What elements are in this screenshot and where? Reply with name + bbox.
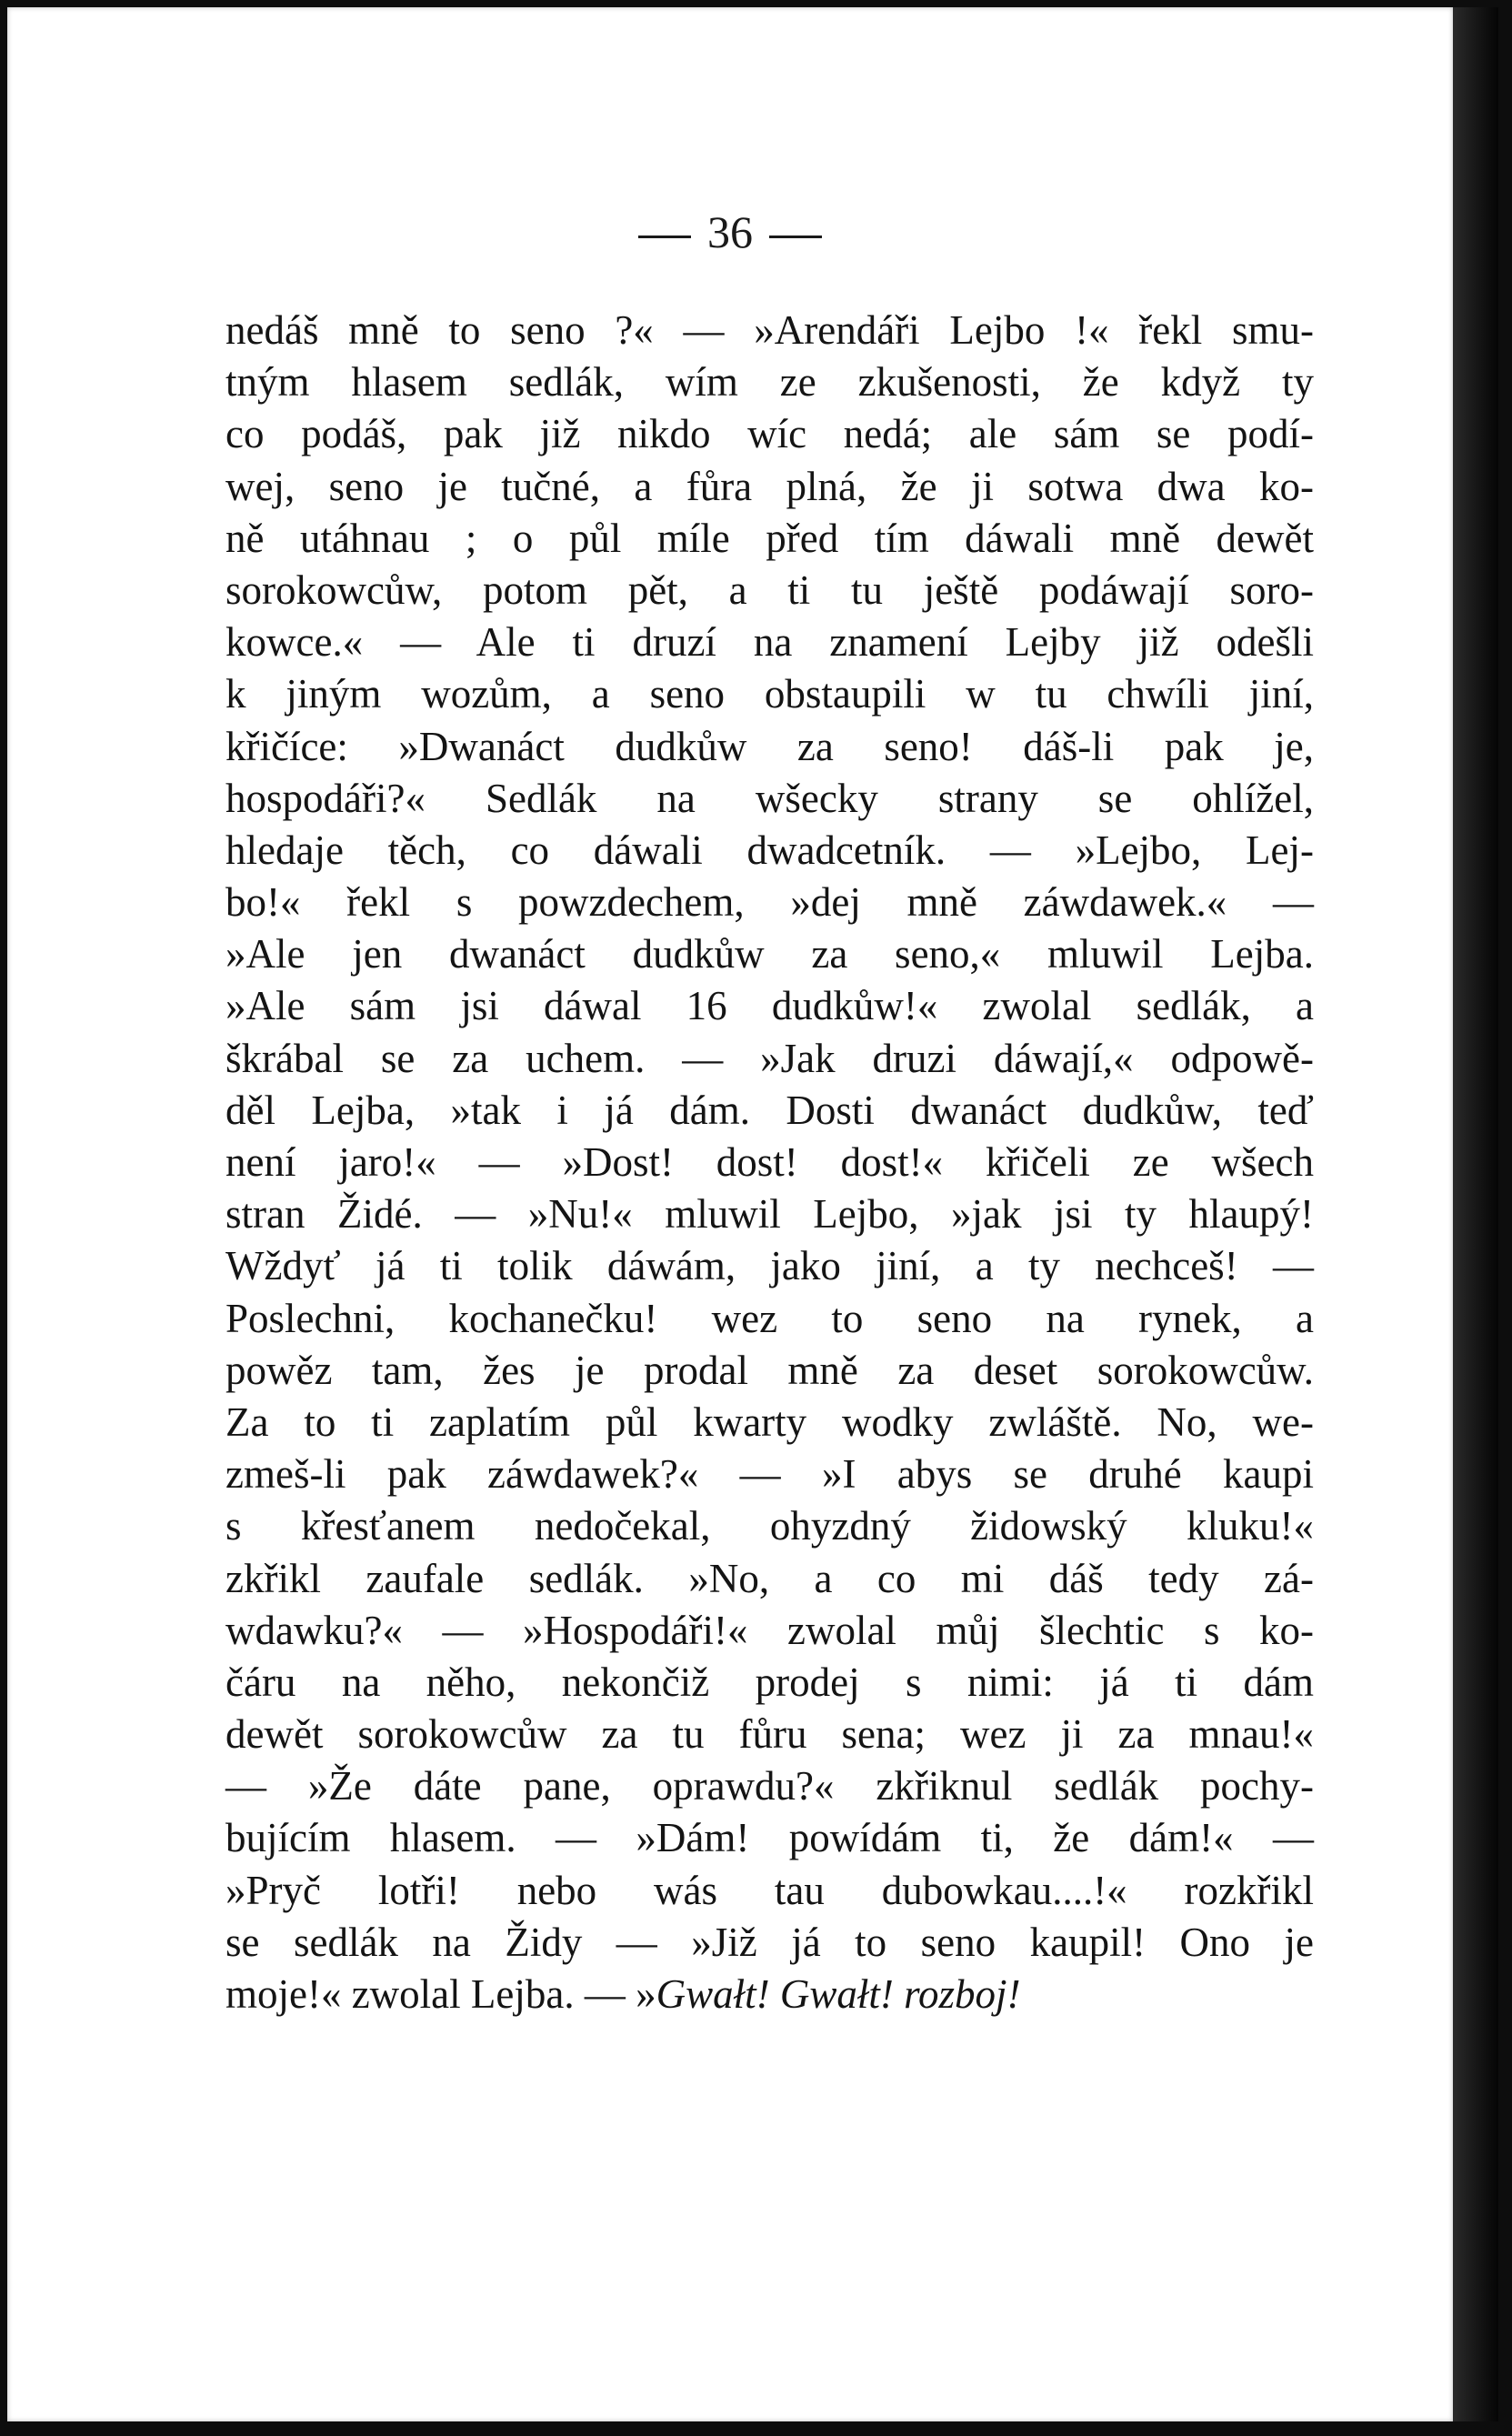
text-line-content: Poslechni, kochanečku! wez to seno na rynek, a (225, 1295, 1314, 1341)
text-line (225, 408, 1314, 460)
text-line-content: stran Židé. — »Nu!« mluwil Lejbo, »jak jsi ty hlaupý! (225, 1191, 1314, 1238)
text-line (225, 1397, 1314, 1449)
last-line-italic: Gwałt! Gwałt! rozboj! (656, 1971, 1021, 2017)
text-line-content: bujícím hlasem. — »Dám! powídám ti, že dám!« — (225, 1815, 1314, 1861)
text-line (225, 1240, 1314, 1292)
text-line-content: powěz tam, žes je prodal mně za deset sorokowcůw. (225, 1347, 1314, 1393)
page-edge-shadow (1453, 7, 1498, 2421)
text-line (225, 513, 1314, 565)
text-line (225, 668, 1314, 720)
text-line (225, 1345, 1314, 1397)
text-line (225, 565, 1314, 617)
text-line-content: Wždyť já ti tolik dáwám, jako jiní, a ty nechceš! — (225, 1243, 1314, 1289)
text-line (225, 1605, 1314, 1657)
text-line (225, 1709, 1314, 1760)
text-line-content: co podáš, pak již nikdo wíc nedá; ale sám se podí- (225, 411, 1314, 457)
text-line (225, 773, 1314, 825)
text-line-content: není jaro!« — »Dost! dost! dost!« křičeli ze wšech (225, 1139, 1314, 1185)
text-line-content: — »Že dáte pane, oprawdu?« zkřiknul sedlák pochy- (225, 1763, 1314, 1809)
text-line (225, 825, 1314, 877)
text-line-content: wdawku?« — »Hospodáři!« zwolal můj šlechtic s ko- (225, 1607, 1314, 1653)
text-line-content: Za to ti zaplatím půl kwarty wodky zwláště. No, we- (225, 1398, 1314, 1445)
text-line (225, 1500, 1314, 1552)
text-line (225, 928, 1314, 980)
text-line-content: hospodáři?« Sedlák na wšecky strany se ohlížel, (225, 775, 1314, 821)
text-line (225, 980, 1314, 1032)
text-line-content: hledaje těch, co dáwali dwadcetník. — »Lejbo, Lej- (225, 827, 1314, 873)
text-line-content: »Ale sám jsi dáwal 16 dudkůw!« zwolal sedlák, a (225, 983, 1314, 1029)
text-line-content: se sedlák na Židy — »Již já to seno kaupil! Ono je (225, 1919, 1314, 1965)
text-line-content: »Ale jen dwanáct dudkůw za seno,« mluwil Lejba. (225, 931, 1314, 977)
text-line (225, 1760, 1314, 1812)
text-line-content: děl Lejba, »tak i já dám. Dosti dwanáct dudkůw, teď (225, 1087, 1314, 1133)
text-line-content: k jiným wozům, a seno obstaupili w tu chwíli jiní, (225, 671, 1314, 717)
text-line (225, 1917, 1314, 1969)
header-dash-right (769, 236, 822, 238)
text-line-content: zkřikl zaufale sedlák. »No, a co mi dáš tedy zá- (225, 1555, 1314, 1601)
last-line-plain: moje!« zwolal Lejba. — » (225, 1971, 656, 2017)
page-header (7, 206, 1453, 258)
text-line-content: nedáš mně to seno ?« — »Arendáři Lejbo !« řekl smu- (225, 307, 1314, 353)
text-line-content: zmeš-li pak záwdawek?« — »I abys se druhé kaupi (225, 1451, 1314, 1498)
text-line (225, 1657, 1314, 1709)
text-line (225, 1865, 1314, 1917)
text-line (225, 1085, 1314, 1137)
text-line (225, 877, 1314, 928)
text-line-content: sorokowcůw, potom pět, a ti tu ještě podáwají soro- (225, 566, 1314, 613)
text-line (225, 461, 1314, 513)
page-number: 36 (707, 206, 753, 257)
text-line (225, 1188, 1314, 1240)
text-line (225, 305, 1314, 356)
text-line (225, 1293, 1314, 1345)
text-line (225, 721, 1314, 773)
header-dash-left (638, 236, 691, 238)
text-line-content: tným hlasem sedlák, wím ze zkušenosti, že když ty (225, 359, 1314, 406)
book-page (7, 7, 1453, 2421)
last-line (225, 1969, 1314, 2020)
text-line-content: kowce.« — Ale ti druzí na znamení Lejby již odešli (225, 619, 1314, 666)
text-line-content: wej, seno je tučné, a fůra plná, že ji sotwa dwa ko- (225, 463, 1314, 509)
text-line-content: ně utáhnau ; o půl míle před tím dáwali mně dewět (225, 515, 1314, 561)
text-line (225, 1033, 1314, 1085)
body-text (225, 305, 1314, 2020)
text-line (225, 1812, 1314, 1864)
text-line-content: škrábal se za uchem. — »Jak druzi dáwají,« odpowě- (225, 1035, 1314, 1081)
text-line-content: bo!« řekl s powzdechem, »dej mně záwdawek.« — (225, 879, 1314, 926)
text-line (225, 1553, 1314, 1605)
text-line (225, 356, 1314, 408)
text-line (225, 1137, 1314, 1188)
text-line-content: dewět sorokowcůw za tu fůru sena; wez ji za mnau!« (225, 1711, 1314, 1758)
text-line (225, 1449, 1314, 1500)
text-line-content: »Pryč lotři! nebo wás tau dubowkau....!« rozkřikl (225, 1867, 1314, 1913)
text-line-content: čáru na něho, nekončiž prodej s nimi: já ti dám (225, 1659, 1314, 1705)
text-line-content: křičíce: »Dwanáct dudkůw za seno! dáš-li pak je, (225, 723, 1314, 769)
text-line-content: s křesťanem nedočekal, ohyzdný židowský kluku!« (225, 1503, 1314, 1549)
text-line (225, 617, 1314, 668)
